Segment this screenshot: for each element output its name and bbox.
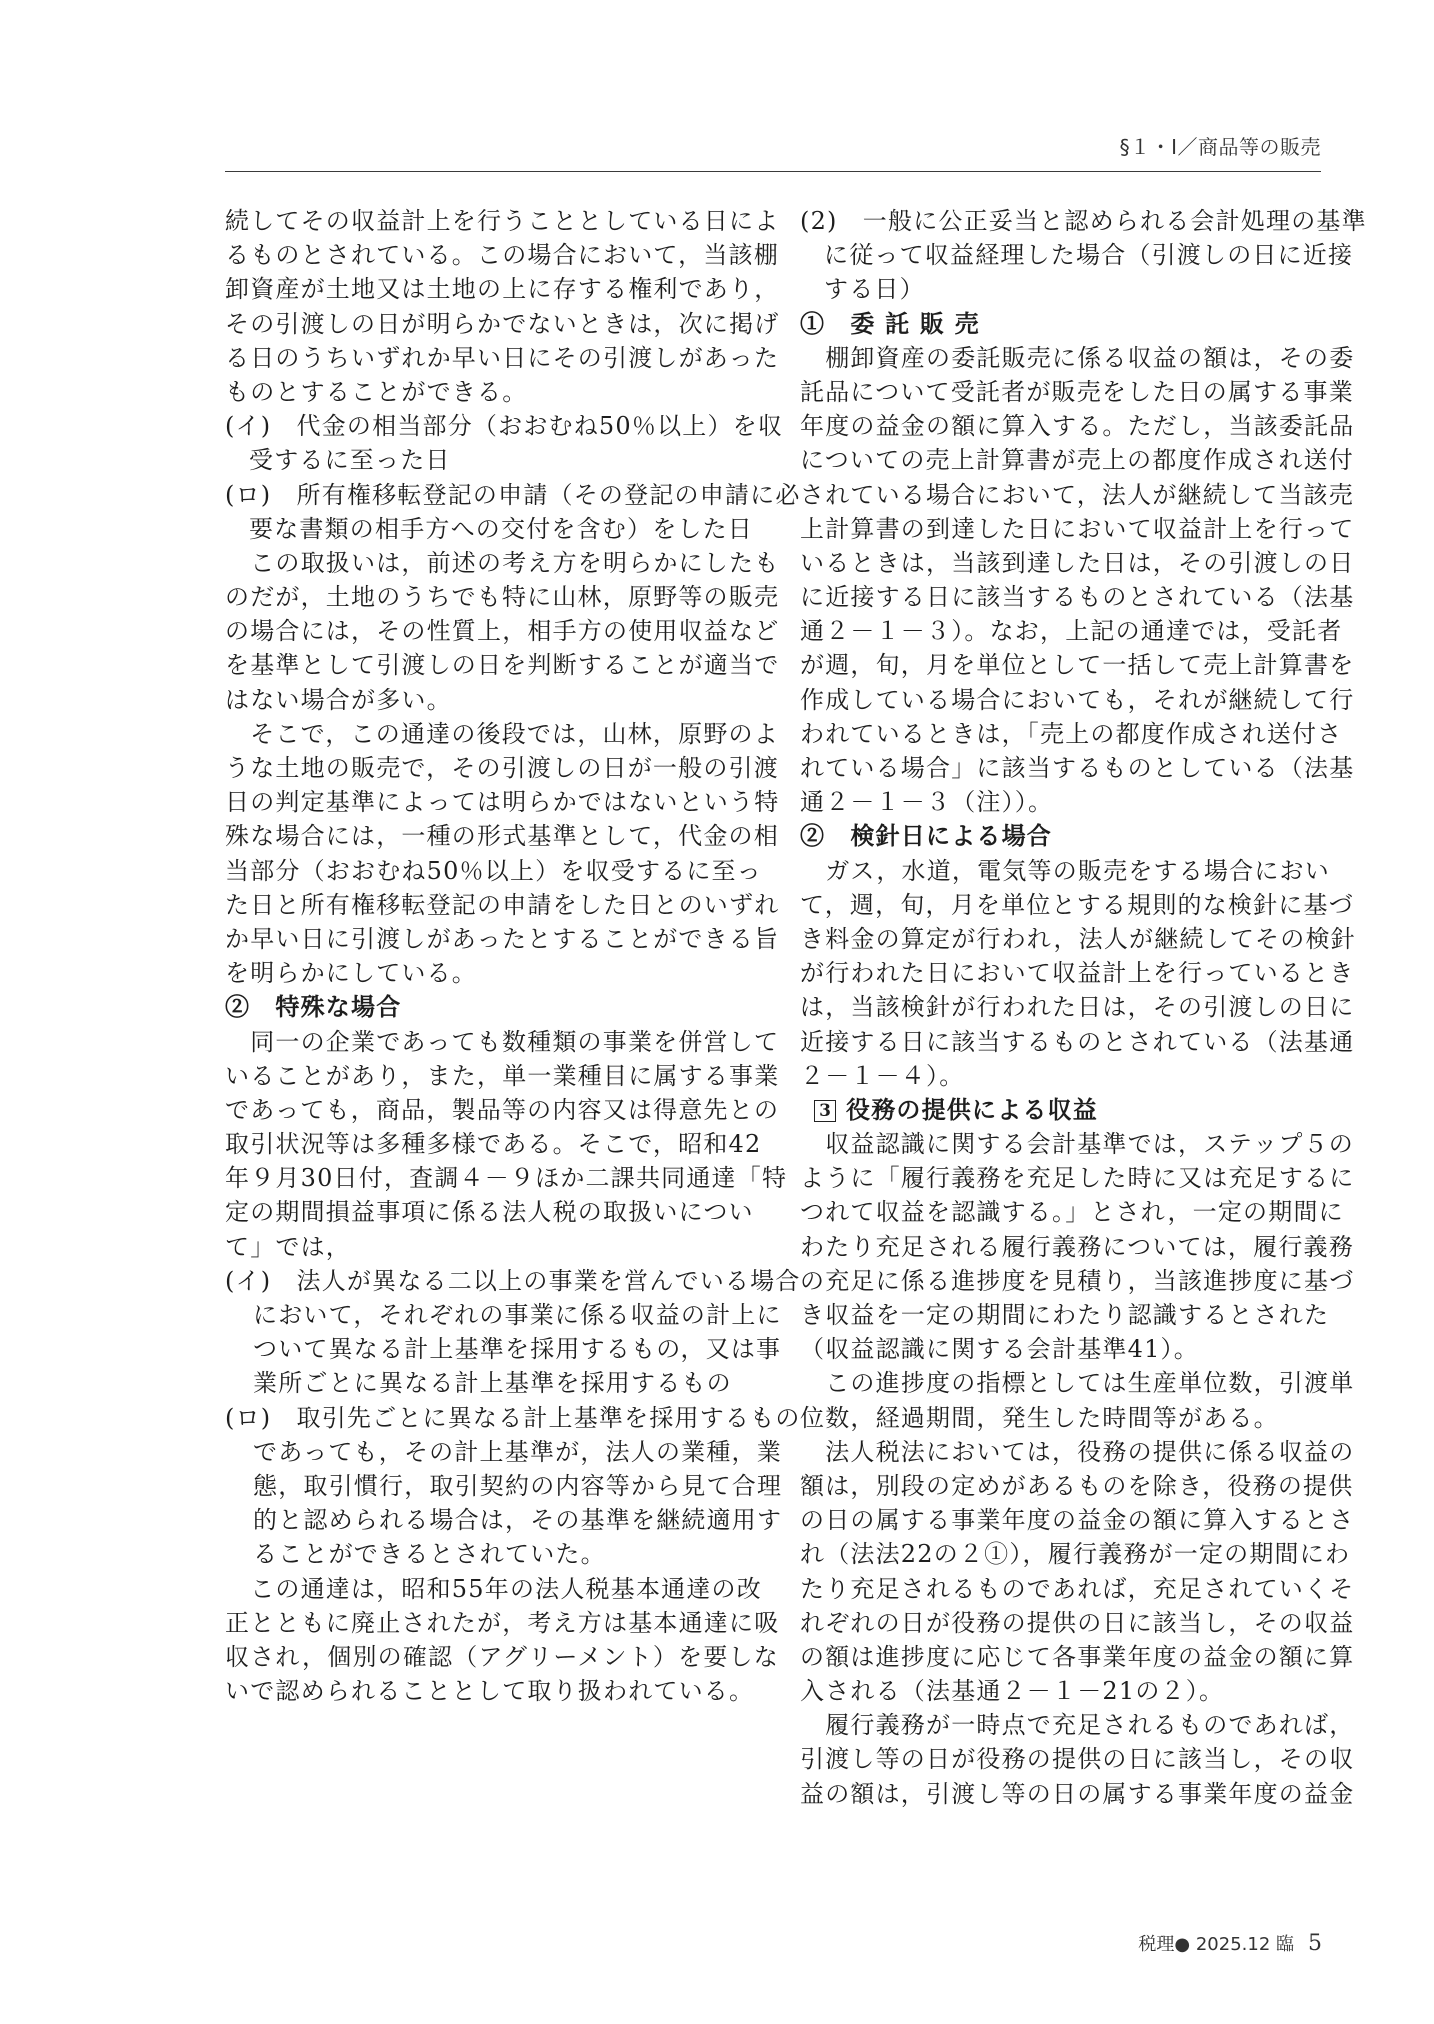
text-line: 取引状況等は多種多様である。そこで，昭和42	[225, 1130, 762, 1159]
text-line: を明らかにしている。	[225, 959, 477, 988]
text-line: た日と所有権移転登記の申請をした日とのいずれ	[225, 890, 780, 919]
text-line: 業所ごとに異なる計上基準を採用するもの	[253, 1369, 732, 1398]
text-line: についての売上計算書が売上の都度作成され送付	[800, 446, 1354, 475]
header-text: §１・Ⅰ／商品等の販売	[1119, 135, 1321, 159]
text-line: ることができるとされていた。	[253, 1540, 606, 1569]
text-line: 近接する日に該当するものとされている（法基通	[800, 1027, 1355, 1056]
text-line: いるときは，当該到達した日は，その引渡しの日	[800, 548, 1355, 577]
text-line: うな土地の販売で，その引渡しの日が一般の引渡	[225, 754, 779, 782]
text-line: 正とともに廃止されたが，考え方は基本通達に吸	[225, 1608, 780, 1637]
text-line: いることがあり，また，単一業種目に属する事業	[225, 1061, 780, 1090]
text-line: 額は，別段の定めがあるものを除き，役務の提供	[800, 1471, 1354, 1500]
text-line: 的と認められる場合は，その基準を継続適用す	[253, 1506, 783, 1535]
text-line: であっても，商品，製品等の内容又は得意先との	[225, 1095, 780, 1124]
text-line: の充足に係る進捗度を見積り，当該進捗度に基づ	[800, 1266, 1355, 1295]
page-number: 5	[1308, 1931, 1322, 1956]
list-item-label: (イ) 法人が異なる二以上の事業を営んでいる場合	[225, 1266, 801, 1295]
text-line: つれて収益を認識する。」とされ，一定の期間に	[800, 1198, 1344, 1227]
text-line: が行われた日において収益計上を行っているとき	[800, 959, 1355, 988]
running-header	[225, 131, 1321, 172]
text-line: その引渡しの日が明らかでないときは，次に掲げ	[225, 309, 780, 338]
text-line: の額は進捗度に応じて各事業年度の益金の額に算	[800, 1642, 1355, 1671]
text-line: わたり充足される履行義務については，履行義務	[800, 1232, 1354, 1261]
text-line: ように「履行義務を充足した時に又は充足するに	[800, 1164, 1355, 1193]
text-line: 引渡し等の日が役務の提供の日に該当し，その収	[800, 1745, 1355, 1774]
list-item-label: (イ) 代金の相当部分（おおむね50％以上）を収	[225, 412, 784, 441]
text-line: の場合には，その性質上，相手方の使用収益など	[225, 617, 780, 646]
section-title: 役務の提供による収益	[846, 1094, 1098, 1124]
text-line: て，週，旬，月を単位とする規則的な検針に基づ	[800, 890, 1354, 919]
text-line: 入される（法基通２－１－21の２）。	[800, 1677, 1225, 1706]
text-line: 受するに至った日	[249, 446, 451, 475]
text-line: 年度の益金の額に算入する。ただし，当該委託品	[800, 412, 1355, 441]
section-heading: (2) 一般に公正妥当と認められる会計処理の基準	[800, 207, 1367, 235]
list-item-label: (ロ) 所有権移転登記の申請（その登記の申請に必	[225, 480, 801, 509]
text-line: （収益認識に関する会計基準41）。	[800, 1335, 1199, 1364]
text-line: そこで，この通達の後段では，山林，原野のよ	[225, 719, 779, 748]
text-line: 託品について受託者が販売をした日の属する事業	[800, 377, 1354, 406]
text-line: が週，旬，月を単位として一括して売上計算書を	[800, 651, 1355, 680]
text-line: を基準として引渡しの日を判断することが適当で	[225, 651, 780, 680]
text-line: ２－１－４）。	[800, 1061, 965, 1090]
text-line: われているときは，「売上の都度作成され送付さ	[800, 719, 1343, 748]
text-line: 卸資産が土地又は土地の上に存する権利であり，	[225, 275, 780, 304]
text-line: 上計算書の到達した日において収益計上を行って	[800, 514, 1355, 543]
text-line: 作成している場合においても，それが継続して行	[800, 685, 1355, 714]
text-line: はない場合が多い。	[225, 685, 452, 714]
subsection-heading: ② 検針日による場合	[800, 821, 1052, 851]
text-line: 日の判定基準によっては明らかではないという特	[225, 788, 780, 817]
text-line: 益の額は，引渡し等の日の属する事業年度の益金	[800, 1779, 1355, 1808]
list-item-label: (ロ) 取引先ごとに異なる計上基準を採用するもの	[225, 1403, 801, 1432]
text-line: されている場合において，法人が継続して当該売	[800, 480, 1354, 509]
text-line: 通２－１－３（注））。	[800, 788, 1054, 817]
text-line: 同一の企業であっても数種類の事業を併営して	[225, 1027, 780, 1056]
text-line: き収益を一定の期間にわたり認識するとされた	[800, 1301, 1330, 1329]
text-line: たり充足されるものであれば，充足されていくそ	[800, 1574, 1355, 1603]
text-line: ついて異なる計上基準を採用するもの，又は事	[253, 1335, 782, 1364]
text-line: 続してその収益計上を行うこととしている日によ	[225, 207, 780, 235]
text-line: において，それぞれの事業に係る収益の計上に	[253, 1301, 782, 1329]
text-line: 当部分（おおむね50％以上）を収受するに至っ	[225, 856, 762, 885]
text-line: 通２－１－３）。なお，上記の通達では，受託者	[800, 617, 1343, 646]
text-line: この取扱いは，前述の考え方を明らかにしたも	[225, 548, 780, 577]
text-line: るものとされている。この場合において，当該棚	[225, 241, 779, 270]
text-line: れ（法法22の２①），履行義務が一定の期間にわ	[800, 1540, 1351, 1569]
text-line: て」では，	[225, 1232, 351, 1261]
boxed-number: 3	[814, 1100, 836, 1122]
text-line: る日のうちいずれか早い日にその引渡しがあった	[225, 343, 780, 372]
text-line: 年９月30日付，査調４－９ほか二課共同通達「特	[225, 1164, 788, 1193]
text-line: に近接する日に該当するものとされている（法基	[800, 583, 1355, 612]
text-line: する日）	[824, 275, 925, 304]
text-line: の日の属する事業年度の益金の額に算入するとさ	[800, 1506, 1355, 1535]
text-line: れぞれの日が役務の提供の日に該当し，その収益	[800, 1608, 1355, 1637]
subsection-heading: ① 委 託 販 売	[800, 308, 980, 338]
text-line: 収され，個別の確認（アグリーメント）を要しな	[225, 1642, 779, 1671]
text-line: 棚卸資産の委託販売に係る収益の額は，その委	[800, 343, 1355, 372]
text-line: のだが，土地のうちでも特に山林，原野等の販売	[225, 583, 780, 612]
text-line: いで認められることとして取り扱われている。	[225, 1677, 755, 1706]
text-line: き料金の算定が行われ，法人が継続してその検針	[800, 924, 1356, 953]
text-line: この通達は，昭和55年の法人税基本通達の改	[225, 1574, 762, 1603]
text-line: は，当該検針が行われた日は，その引渡しの日に	[800, 993, 1355, 1022]
text-line: であっても，その計上基準が，法人の業種，業	[253, 1437, 782, 1466]
subsection-heading: ② 特殊な場合	[225, 992, 402, 1022]
text-line: れている場合」に該当するものとしている（法基	[800, 754, 1355, 782]
journal-info: 税理● 2025.12 臨	[1138, 1934, 1294, 1955]
text-line: 法人税法においては，役務の提供に係る収益の	[800, 1437, 1355, 1466]
text-line: 定の期間損益事項に係る法人税の取扱いについ	[225, 1198, 754, 1227]
text-line: ものとすることができる。	[225, 377, 528, 406]
text-line: この進捗度の指標としては生産単位数，引渡単	[800, 1369, 1355, 1398]
text-line: に従って収益経理した場合（引渡しの日に近接	[824, 241, 1354, 270]
page-footer	[1138, 1930, 1322, 1956]
text-line: 態，取引慣行，取引契約の内容等から見て合理	[253, 1471, 783, 1500]
text-line: 履行義務が一時点で充足されるものであれば，	[800, 1711, 1355, 1740]
right-column	[800, 204, 1367, 1811]
text-line: 要な書類の相手方への交付を含む）をした日	[249, 514, 753, 543]
text-line: ガス，水道，電気等の販売をする場合におい	[800, 856, 1330, 885]
text-line: 位数，経過期間，発生した時間等がある。	[800, 1403, 1279, 1432]
section-heading-3	[800, 1093, 1320, 1127]
text-line: 殊な場合には，一種の形式基準として，代金の相	[225, 822, 779, 851]
text-line: か早い日に引渡しがあったとすることができる旨	[225, 924, 780, 953]
text-line: 収益認識に関する会計基準では，ステップ５の	[800, 1130, 1354, 1159]
left-column	[225, 204, 801, 1708]
